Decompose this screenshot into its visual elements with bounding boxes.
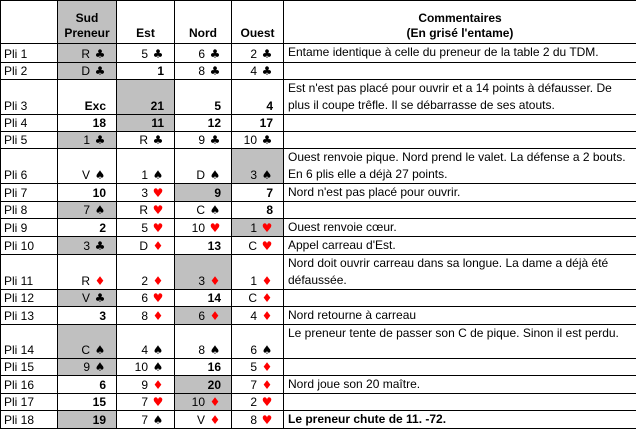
comment-cell: Est n'est pas placé pour ouvrir et a 14 points à défausser. De plus il coupe trêfle. Il se débarrasse de ses atouts.	[284, 80, 636, 115]
pli-label: Pli 1	[1, 44, 58, 63]
card-nord	[175, 44, 232, 63]
card-value: 10	[192, 221, 205, 235]
card-est	[117, 63, 175, 80]
card-ouest	[232, 290, 284, 307]
card-est	[117, 80, 175, 115]
club-icon: ♣	[152, 47, 164, 62]
card-nord	[175, 376, 232, 394]
card-sud	[58, 394, 117, 411]
heart-icon: ♥	[261, 239, 273, 254]
table-row	[1, 202, 636, 219]
diamond-icon: ♦	[152, 274, 164, 289]
card-value: 4	[250, 64, 257, 78]
comment-cell: Nord retourne à carreau	[284, 307, 636, 325]
spade-icon: ♠	[152, 168, 164, 183]
comment-cell	[284, 290, 636, 307]
card-value: 8	[198, 64, 205, 78]
card-value: C	[248, 239, 257, 253]
card-nord	[175, 325, 232, 359]
card-value: 8	[250, 413, 257, 427]
card-value: R	[139, 203, 148, 217]
heart-icon: ♥	[152, 186, 164, 201]
spade-icon: ♠	[209, 343, 221, 358]
card-value: 8	[141, 309, 148, 323]
club-icon: ♣	[261, 64, 273, 79]
card-value: 8	[266, 203, 273, 217]
card-ouest	[232, 411, 284, 429]
card-ouest	[232, 255, 284, 290]
card-value: 6	[250, 343, 257, 357]
card-sud	[58, 149, 117, 184]
header-commentaires-subtitle: (En grisé l'entame)	[286, 26, 634, 41]
diamond-icon: ♦	[209, 309, 221, 324]
club-icon: ♣	[94, 64, 106, 79]
comment-cell: Le preneur chute de 11. -72.	[284, 411, 636, 429]
card-ouest	[232, 219, 284, 237]
table-row	[1, 149, 636, 184]
card-sud	[58, 290, 117, 307]
card-est	[117, 376, 175, 394]
card-value: 3	[141, 186, 148, 200]
card-value: 8	[198, 343, 205, 357]
card-value: C	[196, 203, 205, 217]
card-value: 1	[141, 168, 148, 182]
card-value: 1	[157, 64, 164, 78]
table-row	[1, 184, 636, 202]
card-value: 6	[99, 378, 106, 392]
card-sud	[58, 325, 117, 359]
card-value: 15	[93, 395, 106, 409]
card-ouest	[232, 325, 284, 359]
card-value: R	[81, 47, 90, 61]
card-value: 9	[198, 133, 205, 147]
card-nord	[175, 255, 232, 290]
pli-label: Pli 16	[1, 376, 58, 394]
card-ouest	[232, 132, 284, 149]
table-row	[1, 307, 636, 325]
card-sud	[58, 376, 117, 394]
heart-icon: ♥	[152, 221, 164, 236]
card-nord	[175, 63, 232, 80]
spade-icon: ♠	[152, 343, 164, 358]
pli-label: Pli 8	[1, 202, 58, 219]
spade-icon: ♠	[94, 343, 106, 358]
card-nord	[175, 411, 232, 429]
card-ouest	[232, 80, 284, 115]
card-value: 2	[141, 274, 148, 288]
header-sud-preneur-label: Sud Preneur	[64, 11, 109, 40]
table-row	[1, 237, 636, 255]
club-icon: ♣	[209, 64, 221, 79]
header-est: Est	[117, 1, 175, 44]
header-nord: Nord	[175, 1, 232, 44]
pli-label: Pli 6	[1, 149, 58, 184]
card-value: 3	[83, 239, 90, 253]
card-value: C	[248, 291, 257, 305]
card-ouest	[232, 202, 284, 219]
card-value: C	[81, 343, 90, 357]
diamond-icon: ♦	[209, 395, 221, 410]
comment-cell	[284, 394, 636, 411]
card-sud	[58, 184, 117, 202]
card-value: 1	[83, 133, 90, 147]
comment-cell: Appel carreau d'Est.	[284, 237, 636, 255]
card-sud	[58, 307, 117, 325]
card-est	[117, 44, 175, 63]
card-est	[117, 237, 175, 255]
card-value: 5	[141, 47, 148, 61]
card-nord	[175, 394, 232, 411]
card-value: 10	[135, 360, 148, 374]
card-ouest	[232, 149, 284, 184]
pli-label: Pli 3	[1, 80, 58, 115]
card-est	[117, 394, 175, 411]
pli-label: Pli 11	[1, 255, 58, 290]
card-ouest	[232, 237, 284, 255]
pli-label: Pli 7	[1, 184, 58, 202]
card-value: 10	[192, 395, 205, 409]
card-value: D	[196, 168, 205, 182]
card-sud	[58, 63, 117, 80]
heart-icon: ♥	[209, 221, 221, 236]
spade-icon: ♠	[209, 203, 221, 218]
card-sud	[58, 132, 117, 149]
card-sud	[58, 237, 117, 255]
pli-label: Pli 5	[1, 132, 58, 149]
card-value: 4	[266, 99, 273, 113]
card-value: D	[81, 64, 90, 78]
card-est	[117, 290, 175, 307]
card-value: 7	[141, 395, 148, 409]
club-icon: ♣	[94, 291, 106, 306]
comment-cell: Ouest renvoie pique. Nord prend le valet. La défense a 2 bouts. En 6 plis elle a déjà 27 points.	[284, 149, 636, 184]
club-icon: ♣	[152, 133, 164, 148]
card-est	[117, 149, 175, 184]
diamond-icon: ♦	[261, 378, 273, 393]
card-nord	[175, 237, 232, 255]
card-value: 12	[208, 116, 221, 130]
card-est	[117, 132, 175, 149]
heart-icon: ♥	[152, 395, 164, 410]
spade-icon: ♠	[94, 168, 106, 183]
card-ouest	[232, 115, 284, 132]
table-row	[1, 359, 636, 376]
club-icon: ♣	[94, 239, 106, 254]
diamond-icon: ♦	[152, 239, 164, 254]
club-icon: ♣	[261, 133, 273, 148]
heart-icon: ♥	[152, 291, 164, 306]
header-sud-preneur	[58, 1, 117, 44]
card-ouest	[232, 307, 284, 325]
card-value: 10	[93, 186, 106, 200]
card-value: 2	[99, 221, 106, 235]
pli-label: Pli 14	[1, 325, 58, 359]
card-nord	[175, 290, 232, 307]
diamond-icon: ♦	[152, 309, 164, 324]
table-row	[1, 115, 636, 132]
spade-icon: ♠	[94, 203, 106, 218]
table-row	[1, 219, 636, 237]
card-value: R	[139, 133, 148, 147]
card-sud	[58, 44, 117, 63]
card-sud	[58, 219, 117, 237]
diamond-icon: ♦	[209, 413, 221, 428]
diamond-icon: ♦	[94, 274, 106, 289]
diamond-icon: ♦	[261, 291, 273, 306]
card-est	[117, 219, 175, 237]
table-row	[1, 411, 636, 429]
card-value: 7	[266, 186, 273, 200]
card-value: 6	[198, 309, 205, 323]
club-icon: ♣	[209, 133, 221, 148]
card-value: 2	[250, 47, 257, 61]
card-value: 7	[250, 378, 257, 392]
comment-cell: Nord joue son 20 maître.	[284, 376, 636, 394]
card-value: 2	[250, 395, 257, 409]
heart-icon: ♥	[261, 395, 273, 410]
table-row	[1, 63, 636, 80]
club-icon: ♣	[94, 47, 106, 62]
card-value: 21	[151, 99, 164, 113]
card-nord	[175, 115, 232, 132]
card-value: 20	[208, 378, 221, 392]
card-nord	[175, 184, 232, 202]
spade-icon: ♠	[261, 168, 273, 183]
comment-cell	[284, 115, 636, 132]
comment-cell: Entame identique à celle du preneur de la table 2 du TDM.	[284, 44, 636, 63]
diamond-icon: ♦	[261, 360, 273, 375]
card-value: 1	[250, 221, 257, 235]
card-value: 9	[141, 378, 148, 392]
card-est	[117, 325, 175, 359]
card-ouest	[232, 184, 284, 202]
spade-icon: ♠	[94, 360, 106, 375]
header-commentaires	[284, 1, 636, 44]
comment-cell: Le preneur tente de passer son C de pique. Sinon il est perdu.	[284, 325, 636, 359]
header-commentaires-title: Commentaires	[286, 11, 634, 26]
pli-label: Pli 12	[1, 290, 58, 307]
card-value: 18	[93, 116, 106, 130]
card-value: Exc	[85, 99, 106, 113]
card-value: V	[197, 413, 205, 427]
card-nord	[175, 219, 232, 237]
card-sud	[58, 255, 117, 290]
heart-icon: ♥	[261, 413, 273, 428]
table-row	[1, 394, 636, 411]
card-value: D	[139, 239, 148, 253]
card-nord	[175, 307, 232, 325]
card-est	[117, 115, 175, 132]
card-nord	[175, 359, 232, 376]
card-value: 14	[208, 291, 221, 305]
diamond-icon: ♦	[261, 274, 273, 289]
card-ouest	[232, 394, 284, 411]
card-nord	[175, 80, 232, 115]
card-est	[117, 411, 175, 429]
diamond-icon: ♦	[261, 309, 273, 324]
card-sud	[58, 202, 117, 219]
card-value: V	[82, 168, 90, 182]
pli-label: Pli 17	[1, 394, 58, 411]
card-est	[117, 184, 175, 202]
header-ouest: Ouest	[232, 1, 284, 44]
comment-cell: Ouest renvoie cœur.	[284, 219, 636, 237]
comment-cell	[284, 132, 636, 149]
card-value: 19	[93, 413, 106, 427]
heart-icon: ♥	[261, 221, 273, 236]
card-value: 1	[250, 274, 257, 288]
card-est	[117, 202, 175, 219]
pli-label: Pli 2	[1, 63, 58, 80]
header-pli	[1, 1, 58, 44]
card-value: 9	[83, 360, 90, 374]
spade-icon: ♠	[152, 360, 164, 375]
card-value: 16	[208, 360, 221, 374]
card-est	[117, 255, 175, 290]
table-row	[1, 255, 636, 290]
table-row	[1, 132, 636, 149]
card-sud	[58, 80, 117, 115]
spade-icon: ♠	[209, 168, 221, 183]
club-icon: ♣	[94, 133, 106, 148]
diamond-icon: ♦	[152, 378, 164, 393]
card-value: V	[82, 291, 90, 305]
card-value: 5	[214, 99, 221, 113]
card-value: 9	[214, 186, 221, 200]
card-sud	[58, 359, 117, 376]
header-row	[1, 1, 636, 44]
spade-icon: ♠	[261, 343, 273, 358]
card-sud	[58, 115, 117, 132]
pli-label: Pli 15	[1, 359, 58, 376]
card-value: 17	[260, 116, 273, 130]
table-row	[1, 80, 636, 115]
card-nord	[175, 149, 232, 184]
card-value: 7	[83, 203, 90, 217]
table-row	[1, 290, 636, 307]
card-value: 3	[99, 309, 106, 323]
table-row	[1, 376, 636, 394]
card-sud	[58, 411, 117, 429]
pli-label: Pli 4	[1, 115, 58, 132]
club-icon: ♣	[261, 47, 273, 62]
card-value: 4	[250, 309, 257, 323]
pli-label: Pli 9	[1, 219, 58, 237]
comment-cell	[284, 359, 636, 376]
table-row	[1, 325, 636, 359]
diamond-icon: ♦	[209, 274, 221, 289]
card-est	[117, 359, 175, 376]
club-icon: ♣	[209, 47, 221, 62]
card-ouest	[232, 376, 284, 394]
card-value: 6	[141, 291, 148, 305]
spade-icon: ♠	[152, 413, 164, 428]
card-nord	[175, 132, 232, 149]
comment-cell	[284, 202, 636, 219]
card-ouest	[232, 359, 284, 376]
comment-cell: Nord doit ouvrir carreau dans sa longue. La dame a déjà été défaussée.	[284, 255, 636, 290]
card-ouest	[232, 44, 284, 63]
card-value: 13	[208, 239, 221, 253]
heart-icon: ♥	[152, 203, 164, 218]
card-ouest	[232, 63, 284, 80]
card-value: 3	[250, 168, 257, 182]
card-value: 6	[198, 47, 205, 61]
comment-cell: Nord n'est pas placé pour ouvrir.	[284, 184, 636, 202]
card-value: 5	[141, 221, 148, 235]
card-value: 11	[151, 116, 164, 130]
table-body	[1, 44, 636, 429]
card-value: 7	[141, 413, 148, 427]
pli-label: Pli 13	[1, 307, 58, 325]
card-est	[117, 307, 175, 325]
card-value: 3	[198, 274, 205, 288]
comment-cell	[284, 63, 636, 80]
pli-label: Pli 18	[1, 411, 58, 429]
pli-label: Pli 10	[1, 237, 58, 255]
card-nord	[175, 202, 232, 219]
table-row	[1, 44, 636, 63]
card-value: R	[81, 274, 90, 288]
card-value: 10	[244, 133, 257, 147]
card-value: 4	[141, 343, 148, 357]
card-value: 5	[250, 360, 257, 374]
